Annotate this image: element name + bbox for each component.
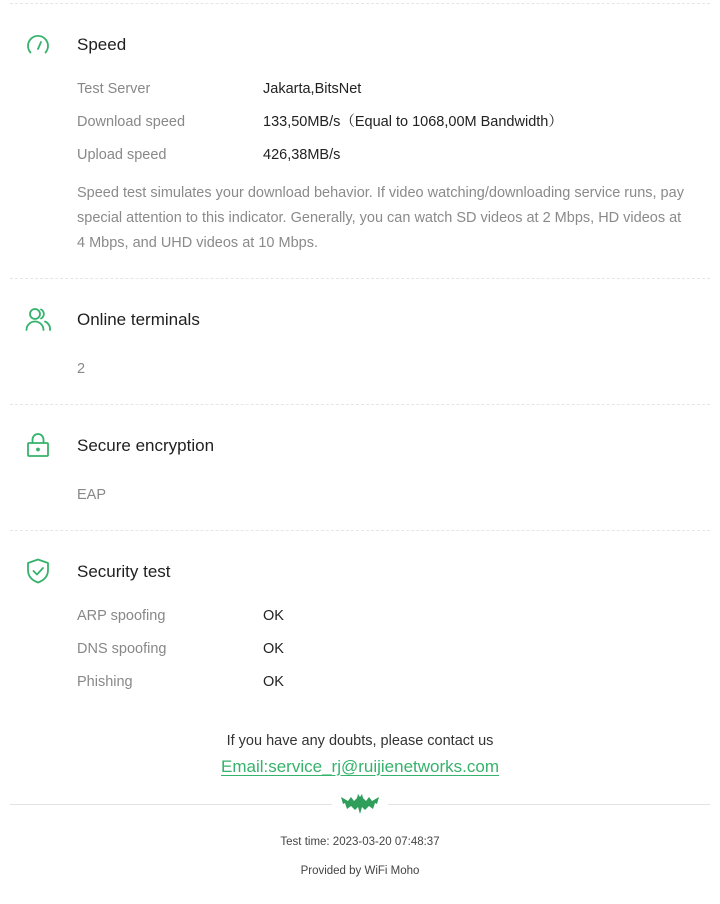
- dns-spoofing-label: DNS spoofing: [77, 641, 167, 657]
- upload-speed-label: Upload speed: [77, 147, 167, 163]
- top-divider: [10, 3, 710, 4]
- terminals-title: Online terminals: [77, 310, 200, 329]
- speedometer-icon: [24, 31, 52, 59]
- arp-spoofing-value: OK: [263, 608, 284, 624]
- users-icon: [24, 305, 52, 333]
- footer-line-left: [10, 804, 332, 805]
- test-server-label: Test Server: [77, 81, 151, 97]
- footer-line-right: [388, 804, 710, 805]
- test-server-value: Jakarta,BitsNet: [263, 81, 362, 97]
- download-speed-label: Download speed: [77, 114, 186, 130]
- terminals-count: 2: [77, 361, 86, 377]
- provided-by: Provided by WiFi Moho: [300, 865, 420, 877]
- upload-speed-value: 426,38MB/s: [263, 147, 341, 163]
- arp-spoofing-label: ARP spoofing: [77, 608, 166, 624]
- section-divider: [10, 530, 710, 531]
- lock-icon: [24, 432, 52, 460]
- email-link[interactable]: Email:service_rj@ruijienetworks.com: [221, 757, 499, 776]
- test-time: Test time: 2023-03-20 07:48:37: [280, 836, 440, 848]
- speed-description: Speed test simulates your download behavior. If video watching/downloading service runs, pay special attention to this indicator. Generally, you can watch SD videos at 2 Mbps, HD videos at 4 Mbps, and UHD videos at 10 Mbps.: [77, 185, 684, 251]
- section-divider: [10, 278, 710, 279]
- bat-logo-icon: [340, 791, 380, 817]
- encryption-value: EAP: [77, 487, 107, 503]
- phishing-value: OK: [263, 674, 284, 690]
- contact-text: If you have any doubts, please contact us: [226, 733, 494, 749]
- phishing-label: Phishing: [77, 674, 133, 690]
- contact-email: [0, 757, 720, 777]
- download-speed-value: 133,50MB/s（Equal to 1068,00M Bandwidth）: [263, 114, 563, 130]
- security-title: Security test: [77, 562, 171, 581]
- dns-spoofing-value: OK: [263, 641, 284, 657]
- shield-check-icon: [24, 557, 52, 585]
- encryption-title: Secure encryption: [77, 436, 215, 455]
- speed-title: Speed: [77, 35, 127, 54]
- section-divider: [10, 404, 710, 405]
